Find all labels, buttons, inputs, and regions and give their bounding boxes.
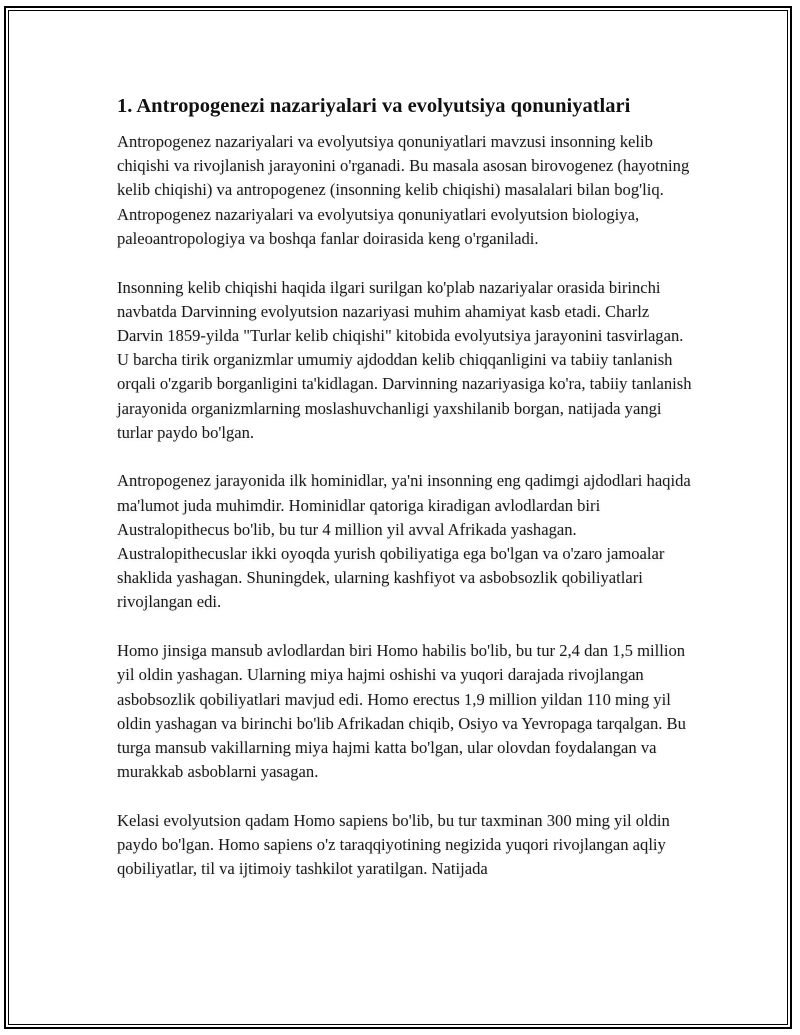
paragraph-3: Antropogenez jarayonida ilk hominidlar, ya'ni insonning eng qadimgi ajdodlari haqida ma'lumot juda muhimdir. Hominidlar qatoriga kiradigan avlodlardan biri Australopithecus bo'lib, bu tur 4 million yil avval Afrikada yashagan. Australopithecuslar ikki oyoqda yurish qobiliyatiga ega bo'lgan va o'zaro jamoalar shaklida yashagan. Shuningdek, ularning kashfiyot va asbobsozlik qobiliyatlari rivojlangan edi. xyxy=(117,471,691,612)
document-body xyxy=(117,92,697,906)
section-heading: 1. Antropogenezi nazariyalari va evolyutsiya qonuniyatlari xyxy=(117,95,631,117)
paragraph-1: Antropogenez nazariyalari va evolyutsiya qonuniyatlari mavzusi insonning kelib chiqishi va rivojlanish jarayonini o'rganadi. Bu masala asosan birovogenez (hayotning kelib chiqishi) va antropogenez (insonning kelib chiqishi) masalalari bilan bog'liq. Antropogenez nazariyalari va evolyutsiya qonuniyatlari evolyutsion biologiya, paleoantropologiya va boshqa fanlar doirasida keng o'rganiladi. xyxy=(117,132,690,248)
paragraph-4: Homo jinsiga mansub avlodlardan biri Homo habilis bo'lib, bu tur 2,4 dan 1,5 million yil oldin yashagan. Ularning miya hajmi oshishi va yuqori darajada rivojlangan asbobsozlik qobiliyatlari mavjud edi. Homo erectus 1,9 million yildan 110 ming yil oldin yashagan va birinchi bo'lib Afrikadan chiqib, Osiyo va Yevropaga tarqalgan. Bu turga mansub vakillarning miya hajmi katta bo'lgan, ular olovdan foydalangan va murakkab asboblarni yasagan. xyxy=(117,641,686,782)
paragraph-2: Insonning kelib chiqishi haqida ilgari surilgan ko'plab nazariyalar orasida birinchi navbatda Darvinning evolyutsion nazariyasi muhim ahamiyat kasb etadi. Charlz Darvin 1859-yilda "Turlar kelib chiqishi" kitobida evolyutsiya jarayonini tasvirlagan. U barcha tirik organizmlar umumiy ajdoddan kelib chiqqanligini va tabiiy tanlanish orqali o'zgarib borganligini ta'kidlagan. Darvinning nazariyasiga ko'ra, tabiiy tanlanish jarayonida organizmlarning moslashuvchanligi yaxshilanib borgan, natijada yangi turlar paydo bo'lgan. xyxy=(117,277,692,442)
paragraph-5: Kelasi evolyutsion qadam Homo sapiens bo'lib, bu tur taxminan 300 ming yil oldin paydo bo'lgan. Homo sapiens o'z taraqqiyotining negizida yuqori rivojlangan aqliy qobiliyatlar, til va ijtimoiy tashkilot yaratilgan. Natijada xyxy=(117,810,670,879)
